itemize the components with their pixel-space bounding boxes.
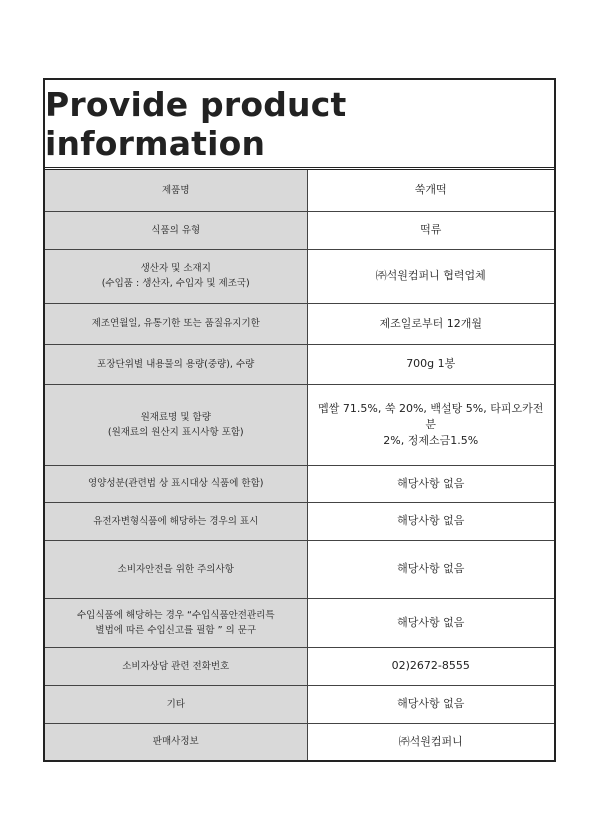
row-label-nutrition (45, 465, 307, 502)
row-label-producer (45, 249, 307, 303)
label-line: 판매사정보 (152, 736, 199, 748)
value-line: 해당사항 없음 (397, 615, 465, 629)
label-line: 식품의 유형 (151, 224, 201, 236)
row-value-safety (307, 540, 554, 598)
row-value-ingredients (307, 384, 554, 465)
row-label-package-quantity (45, 344, 307, 384)
value-line: 해당사항 없음 (397, 476, 465, 490)
row-label-etc (45, 685, 307, 723)
label-line: 제조연월일, 유통기한 또는 품질유지기한 (91, 318, 260, 329)
label-line: 수입식품에 해당하는 경우 “수입식품안전관리특 (76, 609, 275, 621)
label-line: 별법에 따른 수입신고를 필함 ” 의 문구 (95, 624, 257, 636)
table-row (45, 249, 554, 303)
value-line: ㈜석원컴퍼니 (398, 734, 463, 748)
row-value-etc (307, 685, 554, 723)
table-row (45, 723, 554, 760)
label-line: 영양성분(관련법 상 표시대상 식품에 한함) (87, 478, 264, 489)
row-label-safety (45, 540, 307, 598)
value-line: 해당사항 없음 (397, 697, 465, 710)
value-line: 멥쌀 71.5%, 쑥 20%, 백설탕 5%, 타피오카전분 (318, 401, 544, 431)
table-row (45, 540, 554, 598)
label-line: 포장단위별 내용물의 용량(중량), 수량 (97, 358, 255, 370)
row-label-import-notice (45, 598, 307, 647)
table-row (45, 598, 554, 647)
value-line: ㈜석원컴퍼니 협력업체 (375, 269, 486, 282)
value-line: 쑥개떡 (414, 183, 447, 197)
row-label-product-name (45, 170, 307, 211)
product-info-sheet (43, 78, 556, 762)
row-value-nutrition (307, 465, 554, 502)
label-line: 기타 (166, 698, 185, 710)
product-info-table (45, 170, 554, 760)
value-line: 제조일로부터 12개월 (379, 316, 482, 330)
title-box (45, 80, 554, 170)
row-value-expiry (307, 303, 554, 344)
value-line: 해당사항 없음 (397, 562, 465, 575)
row-label-ingredients (45, 384, 307, 465)
row-value-product-name (307, 170, 554, 211)
row-value-food-type (307, 211, 554, 249)
table-row (45, 465, 554, 502)
label-line: 유전자변형식품에 해당하는 경우의 표시 (93, 515, 259, 527)
label-line: (수입품 : 생산자, 수입자 및 제조국) (101, 278, 250, 289)
label-line: 제품명 (161, 184, 190, 196)
row-value-package-quantity (307, 344, 554, 384)
table-row (45, 384, 554, 465)
label-line: 소비자상담 관련 전화번호 (122, 660, 230, 672)
table-row (45, 211, 554, 249)
value-line: 떡류 (420, 223, 442, 236)
value-line: 02)2672-8555 (391, 659, 470, 672)
row-value-producer (307, 249, 554, 303)
label-line: 소비자안전을 위한 주의사항 (117, 563, 234, 575)
row-value-phone (307, 647, 554, 685)
label-line: 생산자 및 소재지 (140, 263, 211, 274)
value-line: 해당사항 없음 (397, 514, 465, 527)
row-value-import-notice (307, 598, 554, 647)
page-title: Provide product information (45, 84, 347, 163)
row-label-gmo (45, 502, 307, 540)
table-row (45, 647, 554, 685)
label-line: 원재료명 및 함량 (140, 411, 211, 423)
value-line: 700g 1봉 (406, 357, 456, 370)
row-label-food-type (45, 211, 307, 249)
row-value-gmo (307, 502, 554, 540)
table-row (45, 685, 554, 723)
row-value-seller (307, 723, 554, 760)
label-line: (원재료의 원산지 표시사항 포함) (107, 426, 244, 438)
row-label-expiry (45, 303, 307, 344)
table-row (45, 170, 554, 211)
row-label-seller (45, 723, 307, 760)
row-label-phone (45, 647, 307, 685)
value-line: 2%, 정제소금1.5% (383, 433, 479, 447)
table-row (45, 344, 554, 384)
table-row (45, 502, 554, 540)
table-row (45, 303, 554, 344)
